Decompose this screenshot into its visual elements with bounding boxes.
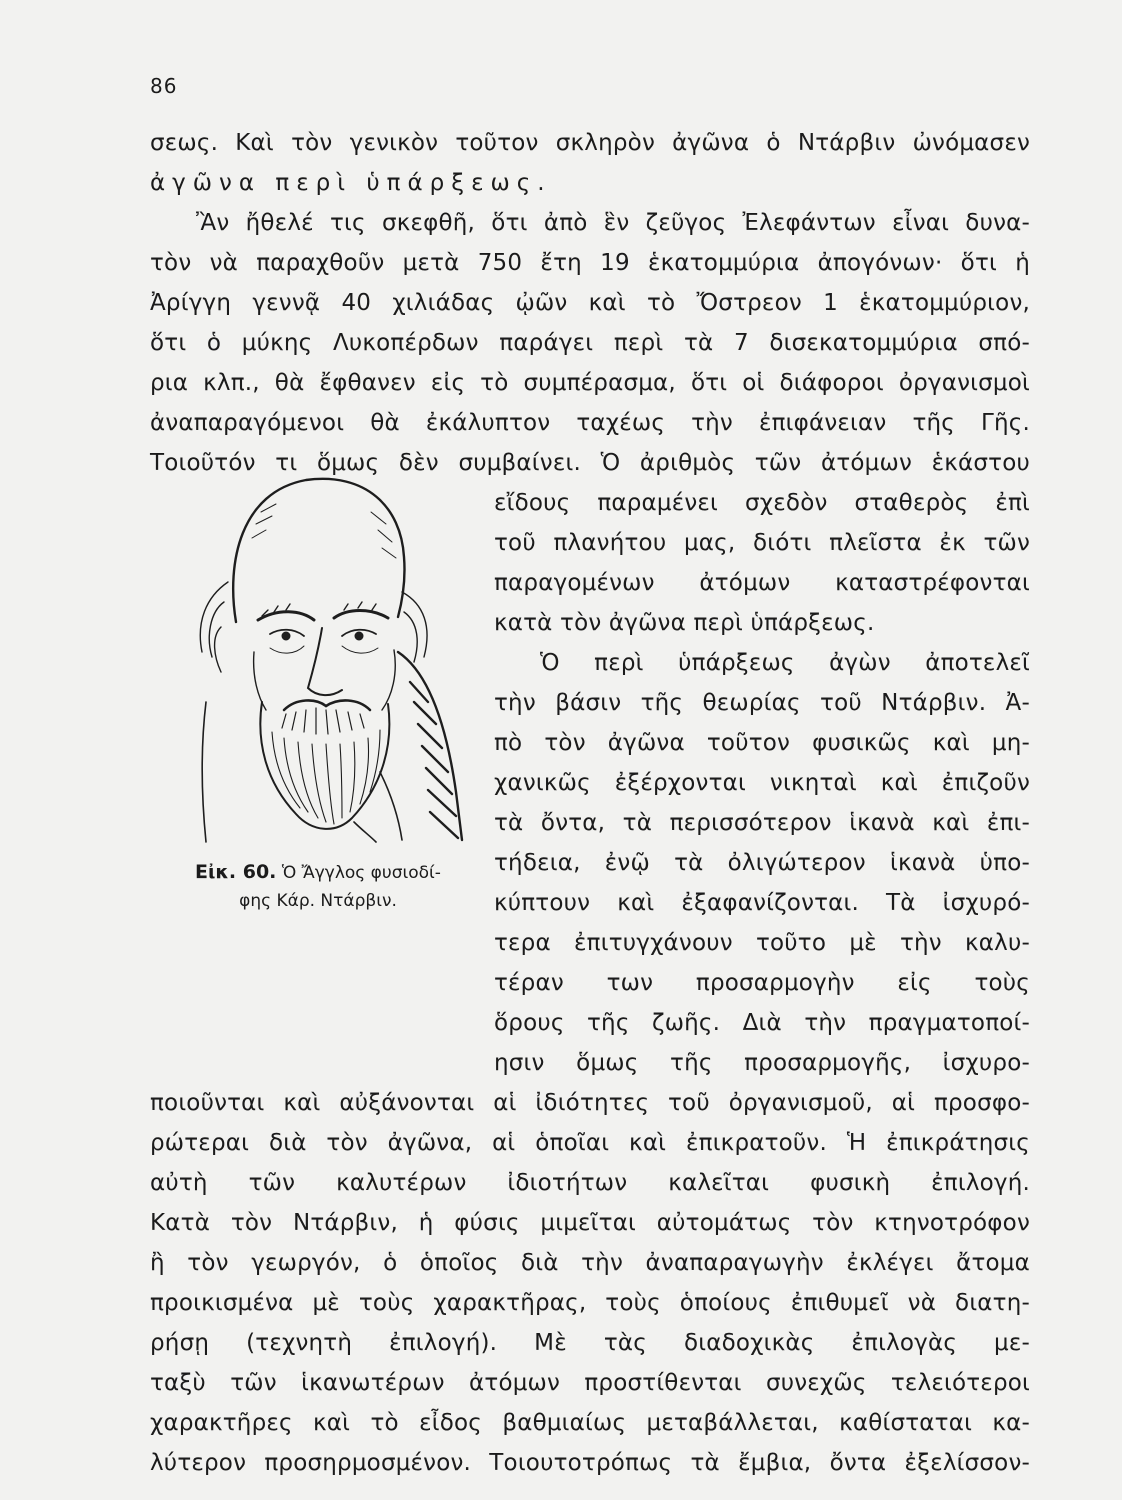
text-line: Ἂν ἤθελέ τις σκεφθῆ, ὅτι ἀπὸ ἓν ζεῦγος Ἐλεφάντων εἶναι δυνα-: [196, 210, 1030, 236]
text-line: σεως. Καὶ τὸν γενικὸν τοῦτον σκληρὸν ἀγῶνα ὁ Ντάρβιν ὠνόμασεν: [150, 130, 1030, 156]
portrait-illustration: [166, 452, 466, 844]
text-line: ἢ τὸν γεωργόν, ὁ ὁποῖος διὰ τὴν ἀναπαραγωγὴν ἐκλέγει ἄτομα: [150, 1250, 1030, 1276]
text-line: χανικῶς ἐξέρχονται νικηταὶ καὶ ἐπιζοῦν: [494, 770, 1030, 796]
text-line: ρώτεραι διὰ τὸν ἀγῶνα, αἱ ὁποῖαι καὶ ἐπικρατοῦν. Ἡ ἐπικράτησις: [150, 1130, 1030, 1156]
text-line: ρια κλπ., θὰ ἔφθανεν εἰς τὸ συμπέρασμα, ὅτι οἱ διάφοροι ὀργανισμοὶ: [150, 370, 1030, 396]
text-line: πὸ τὸν ἀγῶνα τοῦτον φυσικῶς καὶ μη-: [494, 730, 1030, 756]
text-line: τὴν βάσιν τῆς θεωρίας τοῦ Ντάρβιν. Ἀ-: [494, 690, 1030, 716]
caption-text: Ὁ Ἄγγλος φυσιοδί-: [281, 863, 441, 883]
text-line: λύτερον προσηρμοσμένον. Τοιουτοτρόπως τὰ ἔμβια, ὄντα ἐξελίσσον-: [150, 1450, 1030, 1476]
text-line: τοῦ πλανήτου μας, διότι πλεῖστα ἐκ τῶν: [494, 530, 1030, 556]
text-line: τὸν νὰ παραχθοῦν μετὰ 750 ἔτη 19 ἑκατομμύρια ἀπογόνων· ὅτι ἡ: [150, 250, 1030, 276]
text-line: ὅρους τῆς ζωῆς. Διὰ τὴν πραγματοποί-: [494, 1010, 1030, 1036]
text-line: τὰ ὄντα, τὰ περισσότερον ἱκανὰ καὶ ἐπι-: [494, 810, 1030, 836]
portrait-figure: [166, 452, 466, 844]
text-line: παραγομένων ἀτόμων καταστρέφονται: [494, 570, 1030, 596]
page-number: 86: [150, 74, 178, 98]
text-line: αὐτὴ τῶν καλυτέρων ἰδιοτήτων καλεῖται φυσικὴ ἐπιλογή.: [150, 1170, 1030, 1196]
caption-text-line2: φης Κάρ. Ντάρβιν.: [239, 891, 397, 911]
text-line: προικισμένα μὲ τοὺς χαρακτῆρας, τοὺς ὁποίους ἐπιθυμεῖ νὰ διατη-: [150, 1290, 1030, 1316]
text-line: χαρακτῆρες καὶ τὸ εἶδος βαθμιαίως μεταβάλλεται, καθίσταται κα-: [150, 1410, 1030, 1436]
text-line: τέραν των προσαρμογὴν εἰς τοὺς: [494, 970, 1030, 996]
figure-label: Εἰκ. 60.: [195, 861, 277, 883]
text-line: ταξὺ τῶν ἱκανωτέρων ἀτόμων προστίθενται συνεχῶς τελειότεροι: [150, 1370, 1030, 1396]
text-line: τερα ἐπιτυγχάνουν τοῦτο μὲ τὴν καλυ-: [494, 930, 1030, 956]
text-line: Ὁ περὶ ὑπάρξεως ἀγὼν ἀποτελεῖ: [540, 650, 1030, 676]
text-line: ὅτι ὁ μύκης Λυκοπέρδων παράγει περὶ τὰ 7 δισεκατομμύρια σπό-: [150, 330, 1030, 356]
text-line: ρήσῃ (τεχνητὴ ἐπιλογή). Μὲ τὰς διαδοχικὰς ἐπιλογὰς με-: [150, 1330, 1030, 1356]
text-line: ησιν ὅμως τῆς προσαρμογῆς, ἰσχυρο-: [494, 1050, 1030, 1076]
text-line: ἀναπαραγόμενοι θὰ ἐκάλυπτον ταχέως τὴν ἐπιφάνειαν τῆς Γῆς.: [150, 410, 1030, 436]
text-line: κατὰ τὸν ἀγῶνα περὶ ὑπάρξεως.: [494, 610, 875, 636]
figure-caption: [168, 858, 468, 915]
text-line: Τοιοῦτόν τι ὅμως δὲν συμβαίνει. Ὁ ἀριθμὸς τῶν ἀτόμων ἑκάστου: [150, 450, 1030, 476]
text-line: Ἀρίγγη γεννᾷ 40 χιλιάδας ᾠῶν καὶ τὸ Ὄστρεον 1 ἑκατομμύριον,: [150, 290, 1030, 316]
text-line: εἴδους παραμένει σχεδὸν σταθερὸς ἐπὶ: [494, 490, 1030, 516]
text-line: κύπτουν καὶ ἐξαφανίζονται. Τὰ ἰσχυρό-: [494, 890, 1030, 916]
text-line: ποιοῦνται καὶ αὐξάνονται αἱ ἰδιότητες τοῦ ὀργανισμοῦ, αἱ προσφο-: [150, 1090, 1030, 1116]
text-line-emphasis: ἀγῶνα περὶ ὑπάρξεως.: [150, 170, 552, 196]
text-line: τήδεια, ἐνῷ τὰ ὀλιγώτερον ἱκανὰ ὑπο-: [494, 850, 1030, 876]
text-line: Κατὰ τὸν Ντάρβιν, ἡ φύσις μιμεῖται αὐτομάτως τὸν κτηνοτρόφον: [150, 1210, 1030, 1236]
